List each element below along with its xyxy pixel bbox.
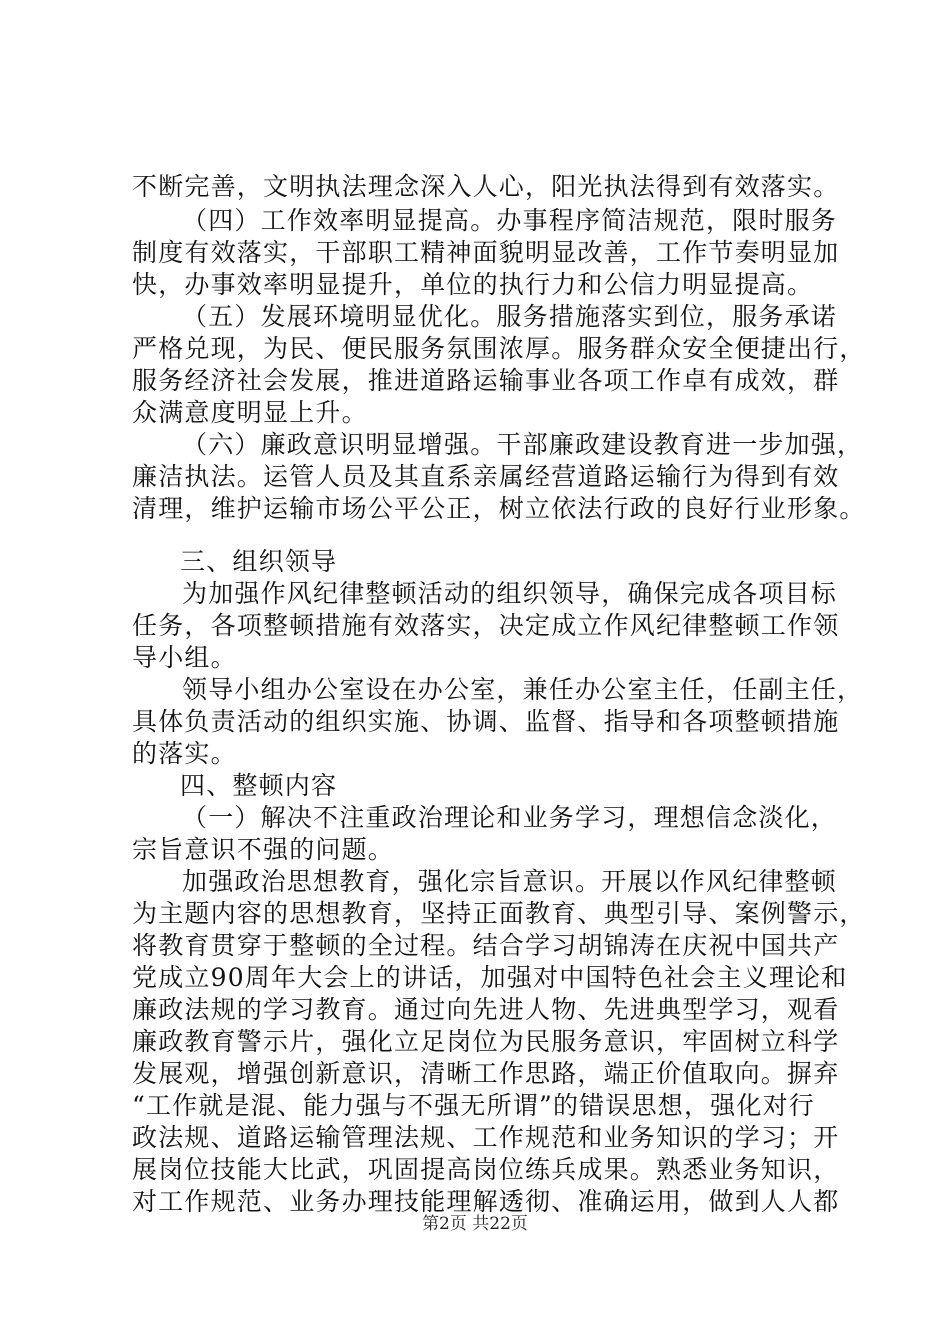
body-line: 领导小组办公室设在办公室，兼任办公室主任，任副主任， [182,675,864,704]
body-line: （一）解决不注重政治理论和业务学习，理想信念淡化， [182,803,838,832]
body-line: 任务，各项整顿措施有效落实，决定成立作风纪律整顿工作领 [132,611,840,640]
section-heading: 四、整顿内容 [180,771,338,800]
body-line: 廉洁执法。运管人员及其直系亲属经营道路运输行为得到有效 [132,462,840,491]
body-line: 廉政教育警示片，强化立足岗位为民服务意识，牢固树立科学 [132,1027,840,1056]
body-line: 严格兑现，为民、便民服务氛围浓厚。服务群众安全便捷出行， [132,334,866,363]
body-line: 为主题内容的思想教育，坚持正面教育、典型引导、案例警示， [132,899,866,928]
body-line: 具体负责活动的组织实施、协调、监督、指导和各项整顿措施 [132,707,840,736]
section-heading: 三、组织领导 [180,547,338,576]
body-line: 党成立90周年大会上的讲话，加强对中国特色社会主义理论和 [132,963,848,992]
body-line: 清理，维护运输市场公平公正，树立依法行政的良好行业形象。 [132,494,866,523]
body-line: 不断完善，文明执法理念深入人心，阳光执法得到有效落实。 [132,172,840,201]
body-line: 宗旨意识不强的问题。 [132,835,395,864]
body-line: （五）发展环境明显优化。服务措施落实到位，服务承诺 [182,302,838,331]
body-line: 快，办事效率明显提升，单位的执行力和公信力明显提高。 [132,270,814,299]
body-line: 制度有效落实，干部职工精神面貌明显改善，工作节奏明显加 [132,238,840,267]
body-line: 的落实。 [132,739,237,768]
body-line: （四）工作效率明显提高。办事程序简洁规范，限时服务 [182,206,838,235]
body-line: 廉政法规的学习教育。通过向先进人物、先进典型学习，观看 [132,995,840,1024]
body-line: 加强政治思想教育，强化宗旨意识。开展以作风纪律整顿 [182,867,838,896]
body-line: “工作就是混、能力强与不强无所谓”的错误思想，强化对行 [132,1091,815,1120]
body-line: 展岗位技能大比武，巩固提高岗位练兵成果。熟悉业务知识， [132,1155,840,1184]
body-line: （六）廉政意识明显增强。干部廉政建设教育进一步加强， [182,430,864,459]
body-line: 将教育贯穿于整顿的全过程。结合学习胡锦涛在庆祝中国共产 [132,931,840,960]
body-line: 对工作规范、业务办理技能理解透彻、准确运用，做到人人都 [132,1187,840,1216]
body-line: 政法规、道路运输管理法规、工作规范和业务知识的学习；开 [132,1123,840,1152]
body-line: 发展观，增强创新意识，清晰工作思路，端正价值取向。摒弃 [132,1059,840,1088]
page-number-footer: 第2页 共22页 [422,1214,528,1234]
body-line: 导小组。 [132,643,237,672]
body-line: 为加强作风纪律整顿活动的组织领导，确保完成各项目标 [182,579,838,608]
body-line: 服务经济社会发展，推进道路运输事业各项工作卓有成效，群 [132,366,840,395]
body-line: 众满意度明显上升。 [132,398,368,427]
